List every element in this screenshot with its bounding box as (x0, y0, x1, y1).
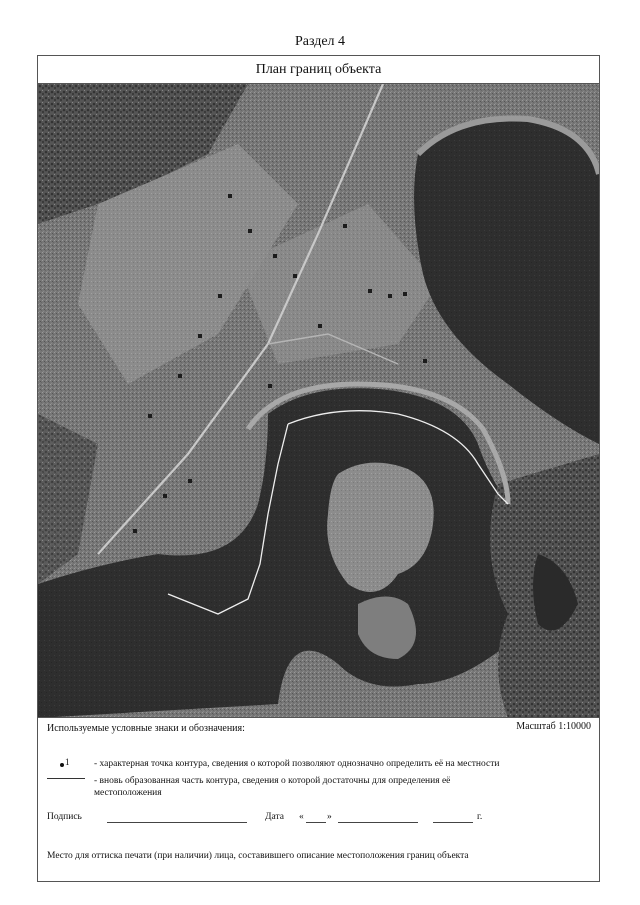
legend-point-text: - характерная точка контура, сведения о которой позволяют однозначно определить её на местности (94, 759, 500, 769)
date-label: Дата (265, 812, 284, 822)
new-contour-line-icon (47, 778, 85, 779)
date-month-field[interactable] (338, 812, 418, 823)
legend-line-text-1: - вновь образованная часть контура, сведения о которой достаточны для определения её (94, 776, 451, 786)
date-year-field[interactable] (433, 812, 473, 823)
legend-heading: Используемые условные знаки и обозначения: (47, 723, 245, 734)
point-number: 1 (65, 757, 70, 767)
plan-title: План границ объекта (38, 56, 599, 84)
map-scale: Масштаб 1:10000 (516, 721, 591, 732)
quote-open: « (299, 812, 304, 822)
signature-label: Подпись (47, 812, 82, 822)
signature-row (47, 812, 592, 826)
quote-close: » (327, 812, 332, 822)
aerial-map-image (38, 84, 599, 718)
signature-field[interactable] (107, 812, 247, 823)
section-title: Раздел 4 (294, 34, 346, 49)
aerial-map-svg (38, 84, 599, 718)
stamp-note: Место для оттиска печати (при наличии) лица, составившего описание местоположения границ объекта (47, 851, 469, 861)
contour-point-icon (60, 757, 70, 769)
year-suffix: г. (477, 812, 483, 822)
legend-line-text-2: местоположения (94, 788, 162, 798)
plan-frame (37, 55, 600, 882)
date-day-field[interactable] (306, 812, 326, 823)
